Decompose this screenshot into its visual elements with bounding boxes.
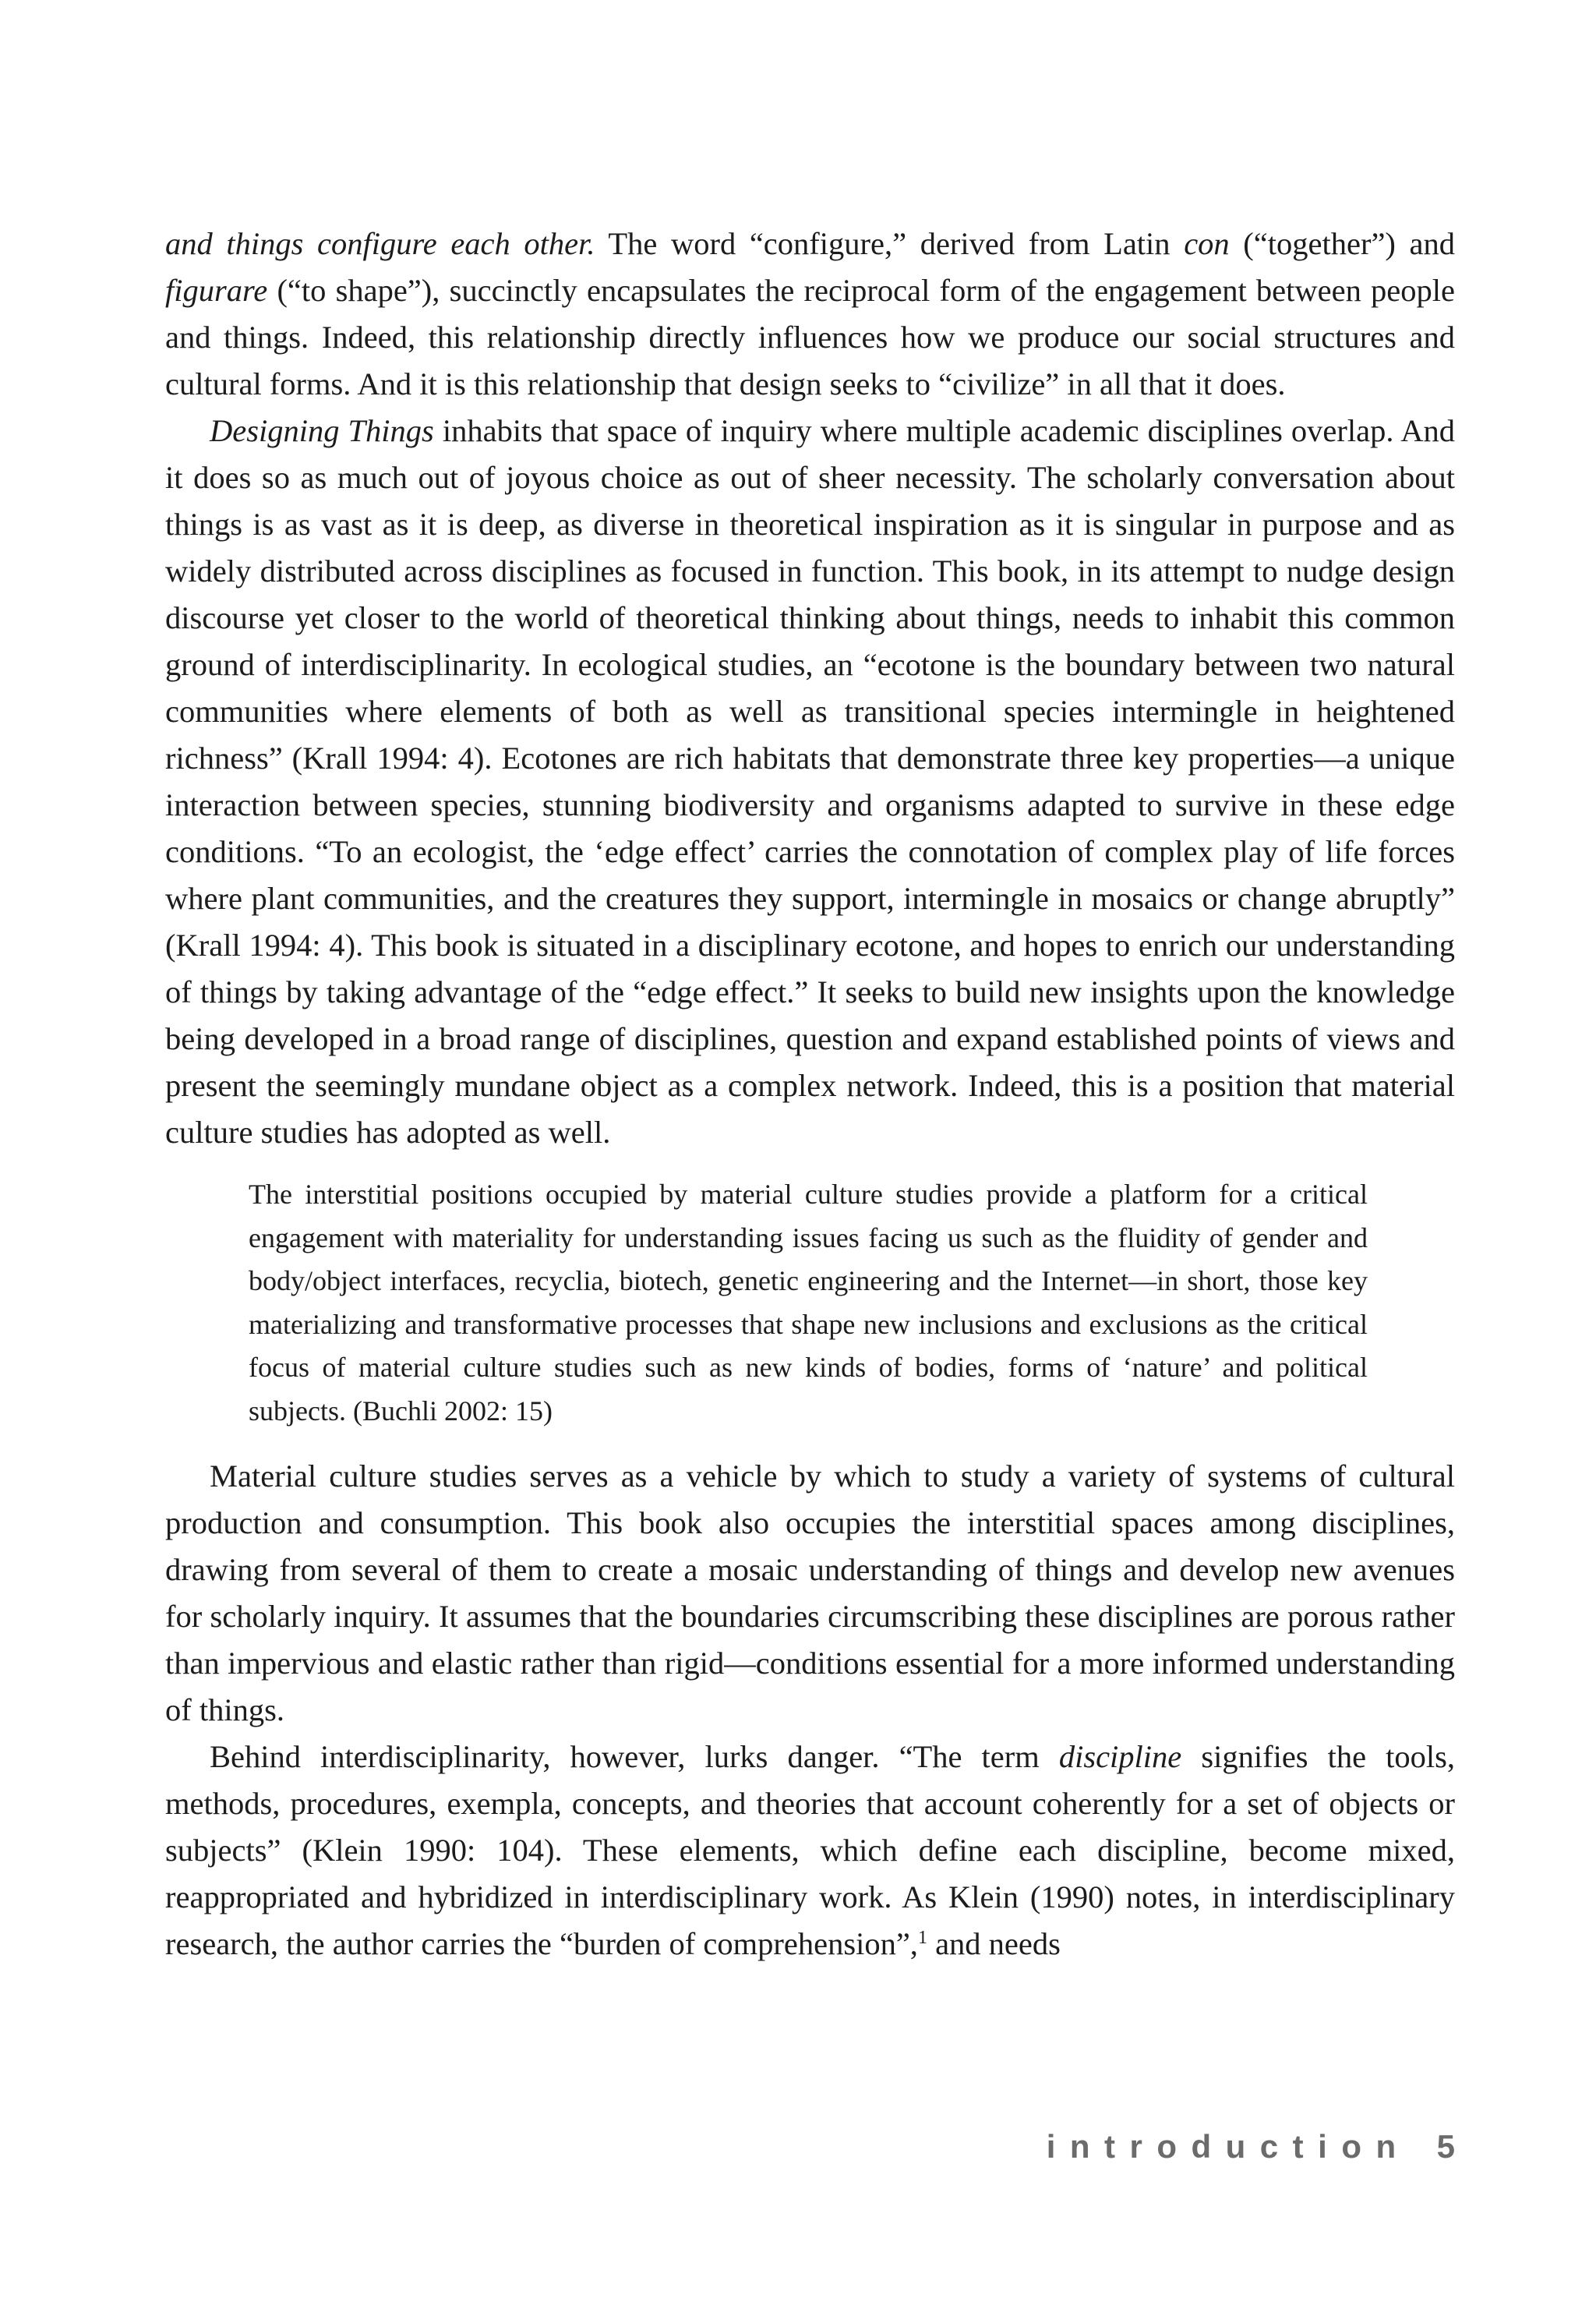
text-run: discipline <box>1058 1739 1182 1774</box>
text-run: con <box>1184 226 1230 261</box>
book-title-italic: Designing Things <box>210 413 434 448</box>
paragraph-interdisciplinarity <box>165 1734 1455 1967</box>
text-run: The word “configure,” derived from Latin <box>595 226 1185 261</box>
text-run: (“together”) and <box>1229 226 1455 261</box>
text-run: and needs <box>927 1926 1061 1961</box>
text-run: (“to shape”), succinctly encapsulates the reciprocal form of the engagement between people and things. Indeed, this relationship directly influences how we produce our social structures and cultural forms. And it is this relationship that design seeks to “civilize” in all that it does. <box>165 273 1455 401</box>
paragraph-material-culture <box>165 1453 1455 1734</box>
paragraph-configure <box>165 221 1455 408</box>
page-footer <box>1047 2123 1455 2170</box>
text-run: signifies the tools, methods, procedures, exempla, concepts, and theories that account coherently for a set of objects or subjects” (Klein 1990: 104). These elements, which define each discipline, become mixed, reappropriated and hybridized in interdisciplinary work. As Klein (1990) notes, in interdisciplinary research, the author carries the “burden of comprehension”, <box>165 1739 1455 1961</box>
paragraph-ecotone <box>165 408 1455 1156</box>
text-run: Material culture studies serves as a vehicle by which to study a variety of systems of cultural production and consumption. This book also occupies the interstitial spaces among disciplines, drawing from several of them to create a mosaic understanding of things and develop new avenues for scholarly inquiry. It assumes that the boundaries circumscribing these disciplines are porous rather than impervious and elastic rather than rigid—conditions essential for a more informed understanding of things. <box>165 1458 1455 1727</box>
text-run: figurare <box>165 273 268 308</box>
body-text <box>165 221 1455 1967</box>
text-run: inhabits that space of inquiry where multiple academic disciplines overlap. And it does so as much out of joyous choice as out of sheer necessity. The scholarly conversation about things is as vast as it is deep, as diverse in theoretical inspiration as it is singular in purpose and as widely distributed across disciplines as focused in function. This book, in its attempt to nudge design discourse yet closer to the world of theoretical thinking about things, needs to inhabit this common ground of interdisciplinarity. In ecological studies, an “ecotone is the boundary between two natural communities where elements of both as well as transitional species intermingle in heightened richness” (Krall 1994: 4). Ecotones are rich habitats that demonstrate three key properties—a unique interaction between species, stunning biodiversity and organisms adapted to survive in these edge conditions. “To an ecologist, the ‘edge effect’ carries the connotation of complex play of life forces where plant communities, and the creatures they support, intermingle in mosaics or change abruptly” (Krall 1994: 4). This book is situated in a disciplinary ecotone, and hopes to enrich our understanding of things by taking advantage of the “edge effect.” It seeks to build new insights upon the knowledge being developed in a broad range of disciplines, question and expand established points of views and present the seemingly mundane object as a complex network. Indeed, this is a position that material culture studies has adopted as well. <box>165 413 1456 1150</box>
text-run: Behind interdisciplinarity, however, lurks danger. “The term <box>210 1739 1059 1774</box>
running-head: introduction <box>1046 2128 1411 2165</box>
footnote-marker[interactable]: 1 <box>917 1928 927 1948</box>
page-number: 5 <box>1436 2128 1455 2165</box>
block-quotation: The interstitial positions occupied by material culture studies provide a platform for a critical engagement with materiality for understanding issues facing us such as the fluidity of gender and body/object interfaces, recyclia, biotech, genetic engineering and the Internet—in short, those key materializing and transformative processes that shape new inclusions and exclusions as the critical focus of material culture studies such as new kinds of bodies, forms of ‘nature’ and political subjects. (Buchli 2002: 15) <box>249 1179 1368 1426</box>
text-run: and things configure each other. <box>165 226 595 261</box>
